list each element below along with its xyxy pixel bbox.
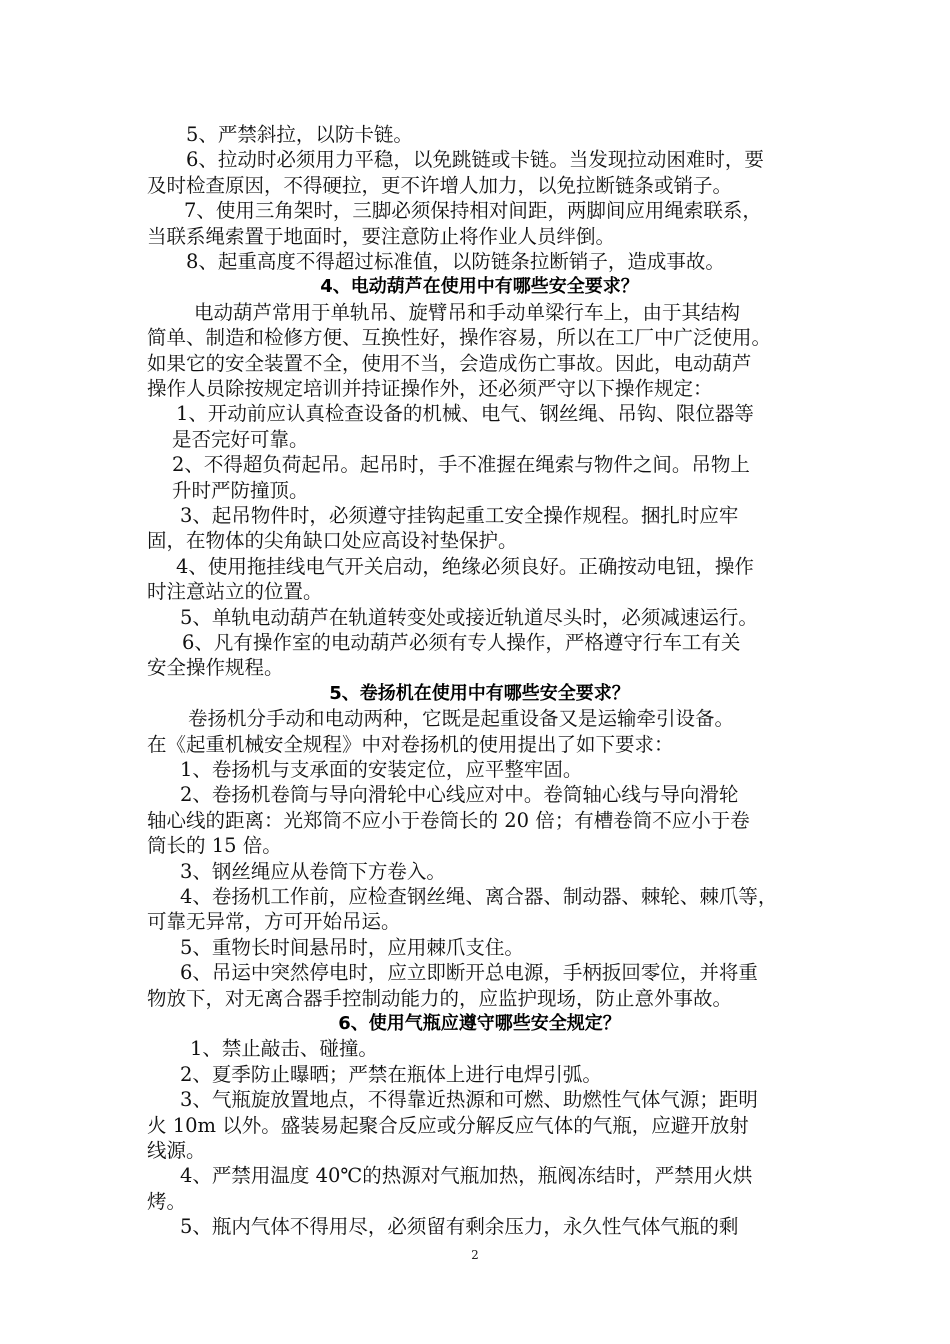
paragraph-line: 3、起吊物件时，必须遵守挂钩起重工安全操作规程。捆扎时应牢 bbox=[180, 504, 739, 527]
paragraph-line: 电动葫芦常用于单轨吊、旋臂吊和手动单梁行车上，由于其结构 bbox=[194, 300, 741, 324]
paragraph-line: 火 10m 以外。盛装易起聚合反应或分解反应气体的气瓶，应避开放射 bbox=[147, 1113, 749, 1137]
paragraph-line: 时注意站立的位置。 bbox=[147, 580, 323, 604]
section-heading: 5、卷扬机在使用中有哪些安全要求？ bbox=[329, 682, 630, 704]
paragraph-line: 安全操作规程。 bbox=[147, 656, 284, 680]
paragraph-line: 筒长的 15 倍。 bbox=[147, 834, 282, 858]
section-heading: 4、电动葫芦在使用中有哪些安全要求？ bbox=[320, 276, 639, 298]
paragraph-line: 在《起重机械安全规程》中对卷扬机的使用提出了如下要求： bbox=[147, 732, 674, 756]
paragraph-line: 线源。 bbox=[147, 1139, 206, 1162]
paragraph-line: 可靠无异常，方可开始吊运。 bbox=[147, 910, 401, 934]
paragraph-line: 6、凡有操作室的电动葫芦必须有专人操作，严格遵守行车工有关 bbox=[182, 631, 741, 654]
paragraph-line: 升时严防撞顶。 bbox=[172, 478, 309, 502]
paragraph-line: 卷扬机分手动和电动两种，它既是起重设备又是运输牵引设备。 bbox=[188, 707, 735, 731]
paragraph-line: 5、单轨电动葫芦在轨道转变处或接近轨道尽头时，必须减速运行。 bbox=[180, 605, 758, 629]
paragraph-line: 8、起重高度不得超过标准值，以防链条拉断销子，造成事故。 bbox=[186, 250, 725, 273]
paragraph-line: 4、严禁用温度 40℃的热源对气瓶加热，瓶阀冻结时，严禁用火烘 bbox=[180, 1164, 753, 1188]
paragraph-line: 简单、制造和检修方便、互换性好，操作容易，所以在工厂中广泛使用。 bbox=[147, 326, 772, 350]
page-number: 2 bbox=[471, 1248, 479, 1262]
paragraph-line: 烤。 bbox=[147, 1189, 187, 1213]
paragraph-line: 是否完好可靠。 bbox=[172, 427, 309, 451]
paragraph-line: 物放下，对无离合器手控制动能力的，应监护现场，防止意外事故。 bbox=[147, 986, 733, 1010]
paragraph-line: 4、使用拖挂线电气开关启动，绝缘必须良好。正确按动电钮，操作 bbox=[176, 554, 754, 578]
paragraph-line: 操作人员除按规定培训并持证操作外，还必须严守以下操作规定： bbox=[147, 377, 713, 400]
paragraph-line: 6、吊运中突然停电时，应立即断开总电源，手柄扳回零位，并将重 bbox=[180, 961, 758, 985]
paragraph-line: 2、卷扬机卷筒与导向滑轮中心线应对中。卷筒轴心线与导向滑轮 bbox=[180, 783, 739, 807]
paragraph-line: 及时检查原因，不得硬拉，更不许增人加力，以免拉断链条或销子。 bbox=[147, 173, 733, 197]
paragraph-line: 如果它的安全装置不全，使用不当，会造成伤亡事故。因此，电动葫芦 bbox=[147, 351, 752, 375]
paragraph-line: 3、气瓶旋放置地点，不得靠近热源和可燃、助燃性气体气源；距明 bbox=[180, 1088, 758, 1112]
paragraph-line: 7、使用三角架时，三脚必须保持相对间距，两脚间应用绳索联系， bbox=[184, 199, 762, 223]
section-heading: 6、使用气瓶应遵守哪些安全规定？ bbox=[338, 1013, 621, 1034]
paragraph-line: 3、钢丝绳应从卷筒下方卷入。 bbox=[180, 859, 446, 883]
paragraph-line: 2、夏季防止曝晒；严禁在瓶体上进行电焊引弧。 bbox=[180, 1062, 602, 1086]
paragraph-line: 轴心线的距离：光郑筒不应小于卷筒长的 20 倍；有槽卷筒不应小于卷 bbox=[147, 808, 750, 832]
paragraph-line: 1、禁止敲击、碰撞。 bbox=[190, 1037, 378, 1061]
paragraph-line: 当联系绳索置于地面时，要注意防止将作业人员绊倒。 bbox=[147, 224, 616, 248]
paragraph-line: 5、严禁斜拉，以防卡链。 bbox=[186, 123, 413, 146]
paragraph-line: 1、开动前应认真检查设备的机械、电气、钢丝绳、吊钩、限位器等 bbox=[176, 402, 754, 426]
paragraph-line: 1、卷扬机与支承面的安装定位，应平整牢固。 bbox=[180, 758, 583, 781]
paragraph-line: 固，在物体的尖角缺口处应高设衬垫保护。 bbox=[147, 529, 518, 553]
paragraph-line: 5、重物长时间悬吊时，应用棘爪支住。 bbox=[180, 935, 524, 959]
paragraph-line: 4、卷扬机工作前，应检查钢丝绳、离合器、制动器、棘轮、棘爪等， bbox=[180, 885, 778, 908]
paragraph-line: 5、瓶内气体不得用尽，必须留有剩余压力，永久性气体气瓶的剩 bbox=[180, 1215, 739, 1239]
paragraph-line: 2、不得超负荷起吊。起吊时，手不准握在绳索与物件之间。吊物上 bbox=[172, 453, 750, 477]
paragraph-line: 6、拉动时必须用力平稳，以免跳链或卡链。当发现拉动困难时，要 bbox=[186, 148, 764, 172]
